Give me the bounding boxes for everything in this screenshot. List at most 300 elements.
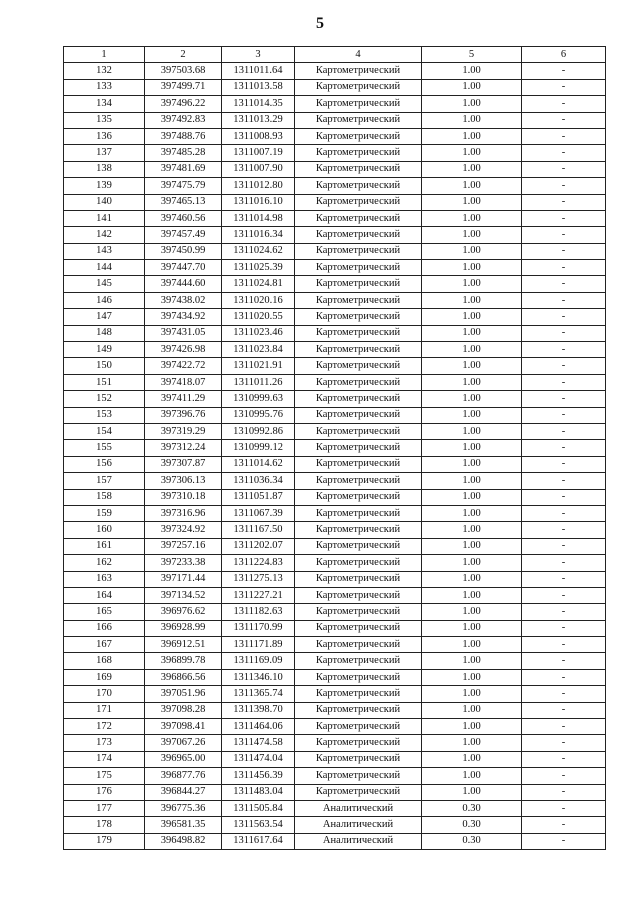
y-coordinate-cell: 1311023.46 [222,325,295,341]
table-row [64,768,606,784]
table-row [64,751,606,767]
point-number-cell: 158 [64,489,145,505]
accuracy-cell: 1.00 [422,653,522,669]
note-cell: - [522,227,606,243]
x-coordinate-cell: 397324.92 [145,522,222,538]
x-coordinate-cell: 396866.56 [145,669,222,685]
note-cell: - [522,587,606,603]
method-cell: Картометрический [295,522,422,538]
note-cell: - [522,391,606,407]
method-cell: Картометрический [295,358,422,374]
point-number-cell: 165 [64,604,145,620]
x-coordinate-cell: 397499.71 [145,79,222,95]
method-cell: Аналитический [295,833,422,849]
method-cell: Картометрический [295,620,422,636]
coordinates-table [63,46,606,850]
note-cell: - [522,178,606,194]
accuracy-cell: 1.00 [422,260,522,276]
point-number-cell: 168 [64,653,145,669]
method-cell: Картометрический [295,112,422,128]
x-coordinate-cell: 397496.22 [145,96,222,112]
point-number-cell: 173 [64,735,145,751]
accuracy-cell: 1.00 [422,768,522,784]
y-coordinate-cell: 1311051.87 [222,489,295,505]
accuracy-cell: 1.00 [422,112,522,128]
x-coordinate-cell: 397319.29 [145,423,222,439]
y-coordinate-cell: 1311012.80 [222,178,295,194]
table-row [64,178,606,194]
table-row [64,63,606,79]
x-coordinate-cell: 396775.36 [145,800,222,816]
accuracy-cell: 1.00 [422,227,522,243]
column-header: 4 [295,47,422,63]
method-cell: Картометрический [295,292,422,308]
note-cell: - [522,571,606,587]
x-coordinate-cell: 396498.82 [145,833,222,849]
x-coordinate-cell: 397485.28 [145,145,222,161]
accuracy-cell: 1.00 [422,456,522,472]
x-coordinate-cell: 397233.38 [145,555,222,571]
x-coordinate-cell: 397492.83 [145,112,222,128]
note-cell: - [522,292,606,308]
method-cell: Картометрический [295,309,422,325]
note-cell: - [522,161,606,177]
y-coordinate-cell: 1311171.89 [222,637,295,653]
y-coordinate-cell: 1311365.74 [222,686,295,702]
point-number-cell: 144 [64,260,145,276]
accuracy-cell: 1.00 [422,505,522,521]
note-cell: - [522,505,606,521]
y-coordinate-cell: 1311346.10 [222,669,295,685]
accuracy-cell: 1.00 [422,145,522,161]
y-coordinate-cell: 1311036.34 [222,473,295,489]
method-cell: Картометрический [295,342,422,358]
method-cell: Картометрический [295,686,422,702]
column-header: 5 [422,47,522,63]
table-row [64,702,606,718]
table-header-row [64,47,606,63]
table-row [64,96,606,112]
y-coordinate-cell: 1311474.58 [222,735,295,751]
y-coordinate-cell: 1311014.62 [222,456,295,472]
accuracy-cell: 1.00 [422,96,522,112]
x-coordinate-cell: 397418.07 [145,374,222,390]
note-cell: - [522,63,606,79]
y-coordinate-cell: 1311014.35 [222,96,295,112]
accuracy-cell: 1.00 [422,79,522,95]
point-number-cell: 166 [64,620,145,636]
note-cell: - [522,456,606,472]
note-cell: - [522,440,606,456]
y-coordinate-cell: 1311020.55 [222,309,295,325]
x-coordinate-cell: 397465.13 [145,194,222,210]
note-cell: - [522,128,606,144]
table-row [64,538,606,554]
method-cell: Картометрический [295,702,422,718]
y-coordinate-cell: 1311008.93 [222,128,295,144]
accuracy-cell: 1.00 [422,686,522,702]
x-coordinate-cell: 396581.35 [145,817,222,833]
point-number-cell: 176 [64,784,145,800]
table-row [64,227,606,243]
table-row [64,309,606,325]
x-coordinate-cell: 396912.51 [145,637,222,653]
accuracy-cell: 1.00 [422,374,522,390]
x-coordinate-cell: 397422.72 [145,358,222,374]
note-cell: - [522,374,606,390]
accuracy-cell: 1.00 [422,669,522,685]
x-coordinate-cell: 397475.79 [145,178,222,194]
method-cell: Картометрический [295,719,422,735]
x-coordinate-cell: 397434.92 [145,309,222,325]
accuracy-cell: 1.00 [422,637,522,653]
point-number-cell: 148 [64,325,145,341]
point-number-cell: 160 [64,522,145,538]
table-body [64,63,606,850]
note-cell: - [522,522,606,538]
note-cell: - [522,538,606,554]
method-cell: Картометрический [295,751,422,767]
x-coordinate-cell: 396877.76 [145,768,222,784]
accuracy-cell: 1.00 [422,489,522,505]
y-coordinate-cell: 1311224.83 [222,555,295,571]
y-coordinate-cell: 1311563.54 [222,817,295,833]
note-cell: - [522,751,606,767]
note-cell: - [522,702,606,718]
x-coordinate-cell: 396965.00 [145,751,222,767]
x-coordinate-cell: 397316.96 [145,505,222,521]
point-number-cell: 141 [64,210,145,226]
y-coordinate-cell: 1311505.84 [222,800,295,816]
method-cell: Картометрический [295,210,422,226]
y-coordinate-cell: 1311016.34 [222,227,295,243]
method-cell: Картометрический [295,145,422,161]
accuracy-cell: 1.00 [422,407,522,423]
table-row [64,473,606,489]
x-coordinate-cell: 397171.44 [145,571,222,587]
point-number-cell: 142 [64,227,145,243]
y-coordinate-cell: 1311013.29 [222,112,295,128]
method-cell: Аналитический [295,817,422,833]
point-number-cell: 175 [64,768,145,784]
y-coordinate-cell: 1311227.21 [222,587,295,603]
method-cell: Картометрический [295,79,422,95]
y-coordinate-cell: 1311011.64 [222,63,295,79]
table-row [64,833,606,849]
point-number-cell: 157 [64,473,145,489]
y-coordinate-cell: 1311456.39 [222,768,295,784]
table-row [64,456,606,472]
table-row [64,161,606,177]
method-cell: Картометрический [295,276,422,292]
x-coordinate-cell: 397257.16 [145,538,222,554]
accuracy-cell: 1.00 [422,63,522,79]
x-coordinate-cell: 397051.96 [145,686,222,702]
method-cell: Картометрический [295,587,422,603]
point-number-cell: 172 [64,719,145,735]
y-coordinate-cell: 1311025.39 [222,260,295,276]
note-cell: - [522,407,606,423]
accuracy-cell: 1.00 [422,473,522,489]
column-header: 1 [64,47,145,63]
point-number-cell: 135 [64,112,145,128]
method-cell: Картометрический [295,571,422,587]
accuracy-cell: 1.00 [422,276,522,292]
table-row [64,735,606,751]
point-number-cell: 151 [64,374,145,390]
table-row [64,817,606,833]
note-cell: - [522,686,606,702]
method-cell: Картометрический [295,407,422,423]
method-cell: Картометрический [295,96,422,112]
accuracy-cell: 1.00 [422,538,522,554]
note-cell: - [522,604,606,620]
method-cell: Картометрический [295,669,422,685]
point-number-cell: 155 [64,440,145,456]
y-coordinate-cell: 1310999.12 [222,440,295,456]
point-number-cell: 134 [64,96,145,112]
point-number-cell: 139 [64,178,145,194]
method-cell: Картометрический [295,473,422,489]
x-coordinate-cell: 396844.27 [145,784,222,800]
method-cell: Картометрический [295,161,422,177]
table-row [64,358,606,374]
note-cell: - [522,342,606,358]
accuracy-cell: 1.00 [422,587,522,603]
point-number-cell: 164 [64,587,145,603]
accuracy-cell: 1.00 [422,423,522,439]
y-coordinate-cell: 1311020.16 [222,292,295,308]
note-cell: - [522,800,606,816]
x-coordinate-cell: 396928.99 [145,620,222,636]
y-coordinate-cell: 1311464.06 [222,719,295,735]
method-cell: Картометрический [295,637,422,653]
method-cell: Картометрический [295,653,422,669]
table-row [64,145,606,161]
note-cell: - [522,653,606,669]
x-coordinate-cell: 397444.60 [145,276,222,292]
y-coordinate-cell: 1311167.50 [222,522,295,538]
y-coordinate-cell: 1311202.07 [222,538,295,554]
method-cell: Картометрический [295,768,422,784]
x-coordinate-cell: 397312.24 [145,440,222,456]
x-coordinate-cell: 396976.62 [145,604,222,620]
table-row [64,440,606,456]
point-number-cell: 133 [64,79,145,95]
method-cell: Картометрический [295,63,422,79]
method-cell: Картометрический [295,440,422,456]
table-row [64,620,606,636]
y-coordinate-cell: 1311024.62 [222,243,295,259]
point-number-cell: 169 [64,669,145,685]
point-number-cell: 153 [64,407,145,423]
table-row [64,292,606,308]
x-coordinate-cell: 397306.13 [145,473,222,489]
x-coordinate-cell: 397411.29 [145,391,222,407]
note-cell: - [522,637,606,653]
accuracy-cell: 1.00 [422,161,522,177]
table-row [64,342,606,358]
table-row [64,128,606,144]
y-coordinate-cell: 1311021.91 [222,358,295,374]
table-row [64,489,606,505]
accuracy-cell: 1.00 [422,391,522,407]
table-row [64,686,606,702]
accuracy-cell: 1.00 [422,735,522,751]
note-cell: - [522,243,606,259]
accuracy-cell: 1.00 [422,522,522,538]
accuracy-cell: 1.00 [422,358,522,374]
point-number-cell: 149 [64,342,145,358]
method-cell: Картометрический [295,194,422,210]
accuracy-cell: 1.00 [422,702,522,718]
accuracy-cell: 1.00 [422,128,522,144]
table-row [64,391,606,407]
table-row [64,194,606,210]
accuracy-cell: 1.00 [422,719,522,735]
table-row [64,637,606,653]
point-number-cell: 152 [64,391,145,407]
point-number-cell: 177 [64,800,145,816]
x-coordinate-cell: 397307.87 [145,456,222,472]
method-cell: Картометрический [295,325,422,341]
method-cell: Картометрический [295,243,422,259]
accuracy-cell: 1.00 [422,604,522,620]
note-cell: - [522,833,606,849]
y-coordinate-cell: 1311014.98 [222,210,295,226]
y-coordinate-cell: 1311275.13 [222,571,295,587]
note-cell: - [522,260,606,276]
method-cell: Картометрический [295,374,422,390]
point-number-cell: 161 [64,538,145,554]
y-coordinate-cell: 1311617.64 [222,833,295,849]
accuracy-cell: 1.00 [422,751,522,767]
note-cell: - [522,358,606,374]
point-number-cell: 156 [64,456,145,472]
y-coordinate-cell: 1311067.39 [222,505,295,521]
x-coordinate-cell: 397438.02 [145,292,222,308]
method-cell: Картометрический [295,555,422,571]
note-cell: - [522,423,606,439]
y-coordinate-cell: 1311023.84 [222,342,295,358]
point-number-cell: 171 [64,702,145,718]
table-row [64,522,606,538]
note-cell: - [522,719,606,735]
page-number: 5 [316,15,324,32]
note-cell: - [522,489,606,505]
accuracy-cell: 1.00 [422,194,522,210]
note-cell: - [522,112,606,128]
column-header: 6 [522,47,606,63]
method-cell: Картометрический [295,604,422,620]
y-coordinate-cell: 1311011.26 [222,374,295,390]
point-number-cell: 146 [64,292,145,308]
table-row [64,669,606,685]
point-number-cell: 163 [64,571,145,587]
x-coordinate-cell: 397488.76 [145,128,222,144]
x-coordinate-cell: 397447.70 [145,260,222,276]
y-coordinate-cell: 1310995.76 [222,407,295,423]
point-number-cell: 140 [64,194,145,210]
x-coordinate-cell: 397426.98 [145,342,222,358]
table-row [64,276,606,292]
y-coordinate-cell: 1311007.19 [222,145,295,161]
table-row [64,407,606,423]
point-number-cell: 145 [64,276,145,292]
table-row [64,653,606,669]
note-cell: - [522,210,606,226]
table-row [64,719,606,735]
accuracy-cell: 1.00 [422,325,522,341]
note-cell: - [522,768,606,784]
x-coordinate-cell: 397481.69 [145,161,222,177]
y-coordinate-cell: 1311474.04 [222,751,295,767]
x-coordinate-cell: 397431.05 [145,325,222,341]
note-cell: - [522,145,606,161]
y-coordinate-cell: 1311483.04 [222,784,295,800]
note-cell: - [522,79,606,95]
method-cell: Картометрический [295,784,422,800]
point-number-cell: 138 [64,161,145,177]
point-number-cell: 178 [64,817,145,833]
accuracy-cell: 1.00 [422,571,522,587]
note-cell: - [522,194,606,210]
y-coordinate-cell: 1310999.63 [222,391,295,407]
y-coordinate-cell: 1311182.63 [222,604,295,620]
table-row [64,374,606,390]
point-number-cell: 162 [64,555,145,571]
table-row [64,604,606,620]
point-number-cell: 137 [64,145,145,161]
accuracy-cell: 1.00 [422,309,522,325]
x-coordinate-cell: 397503.68 [145,63,222,79]
point-number-cell: 159 [64,505,145,521]
point-number-cell: 167 [64,637,145,653]
point-number-cell: 150 [64,358,145,374]
note-cell: - [522,276,606,292]
table-row [64,243,606,259]
x-coordinate-cell: 397098.41 [145,719,222,735]
accuracy-cell: 1.00 [422,440,522,456]
note-cell: - [522,325,606,341]
accuracy-cell: 1.00 [422,243,522,259]
x-coordinate-cell: 397310.18 [145,489,222,505]
point-number-cell: 179 [64,833,145,849]
point-number-cell: 147 [64,309,145,325]
x-coordinate-cell: 397396.76 [145,407,222,423]
note-cell: - [522,555,606,571]
method-cell: Картометрический [295,456,422,472]
method-cell: Аналитический [295,800,422,816]
table-row [64,325,606,341]
point-number-cell: 143 [64,243,145,259]
accuracy-cell: 1.00 [422,292,522,308]
table-row [64,555,606,571]
point-number-cell: 132 [64,63,145,79]
accuracy-cell: 0.30 [422,817,522,833]
method-cell: Картометрический [295,735,422,751]
y-coordinate-cell: 1311007.90 [222,161,295,177]
note-cell: - [522,96,606,112]
table-row [64,112,606,128]
x-coordinate-cell: 397450.99 [145,243,222,259]
method-cell: Картометрический [295,128,422,144]
table-row [64,800,606,816]
x-coordinate-cell: 396899.78 [145,653,222,669]
table-row [64,79,606,95]
y-coordinate-cell: 1311016.10 [222,194,295,210]
accuracy-cell: 1.00 [422,178,522,194]
